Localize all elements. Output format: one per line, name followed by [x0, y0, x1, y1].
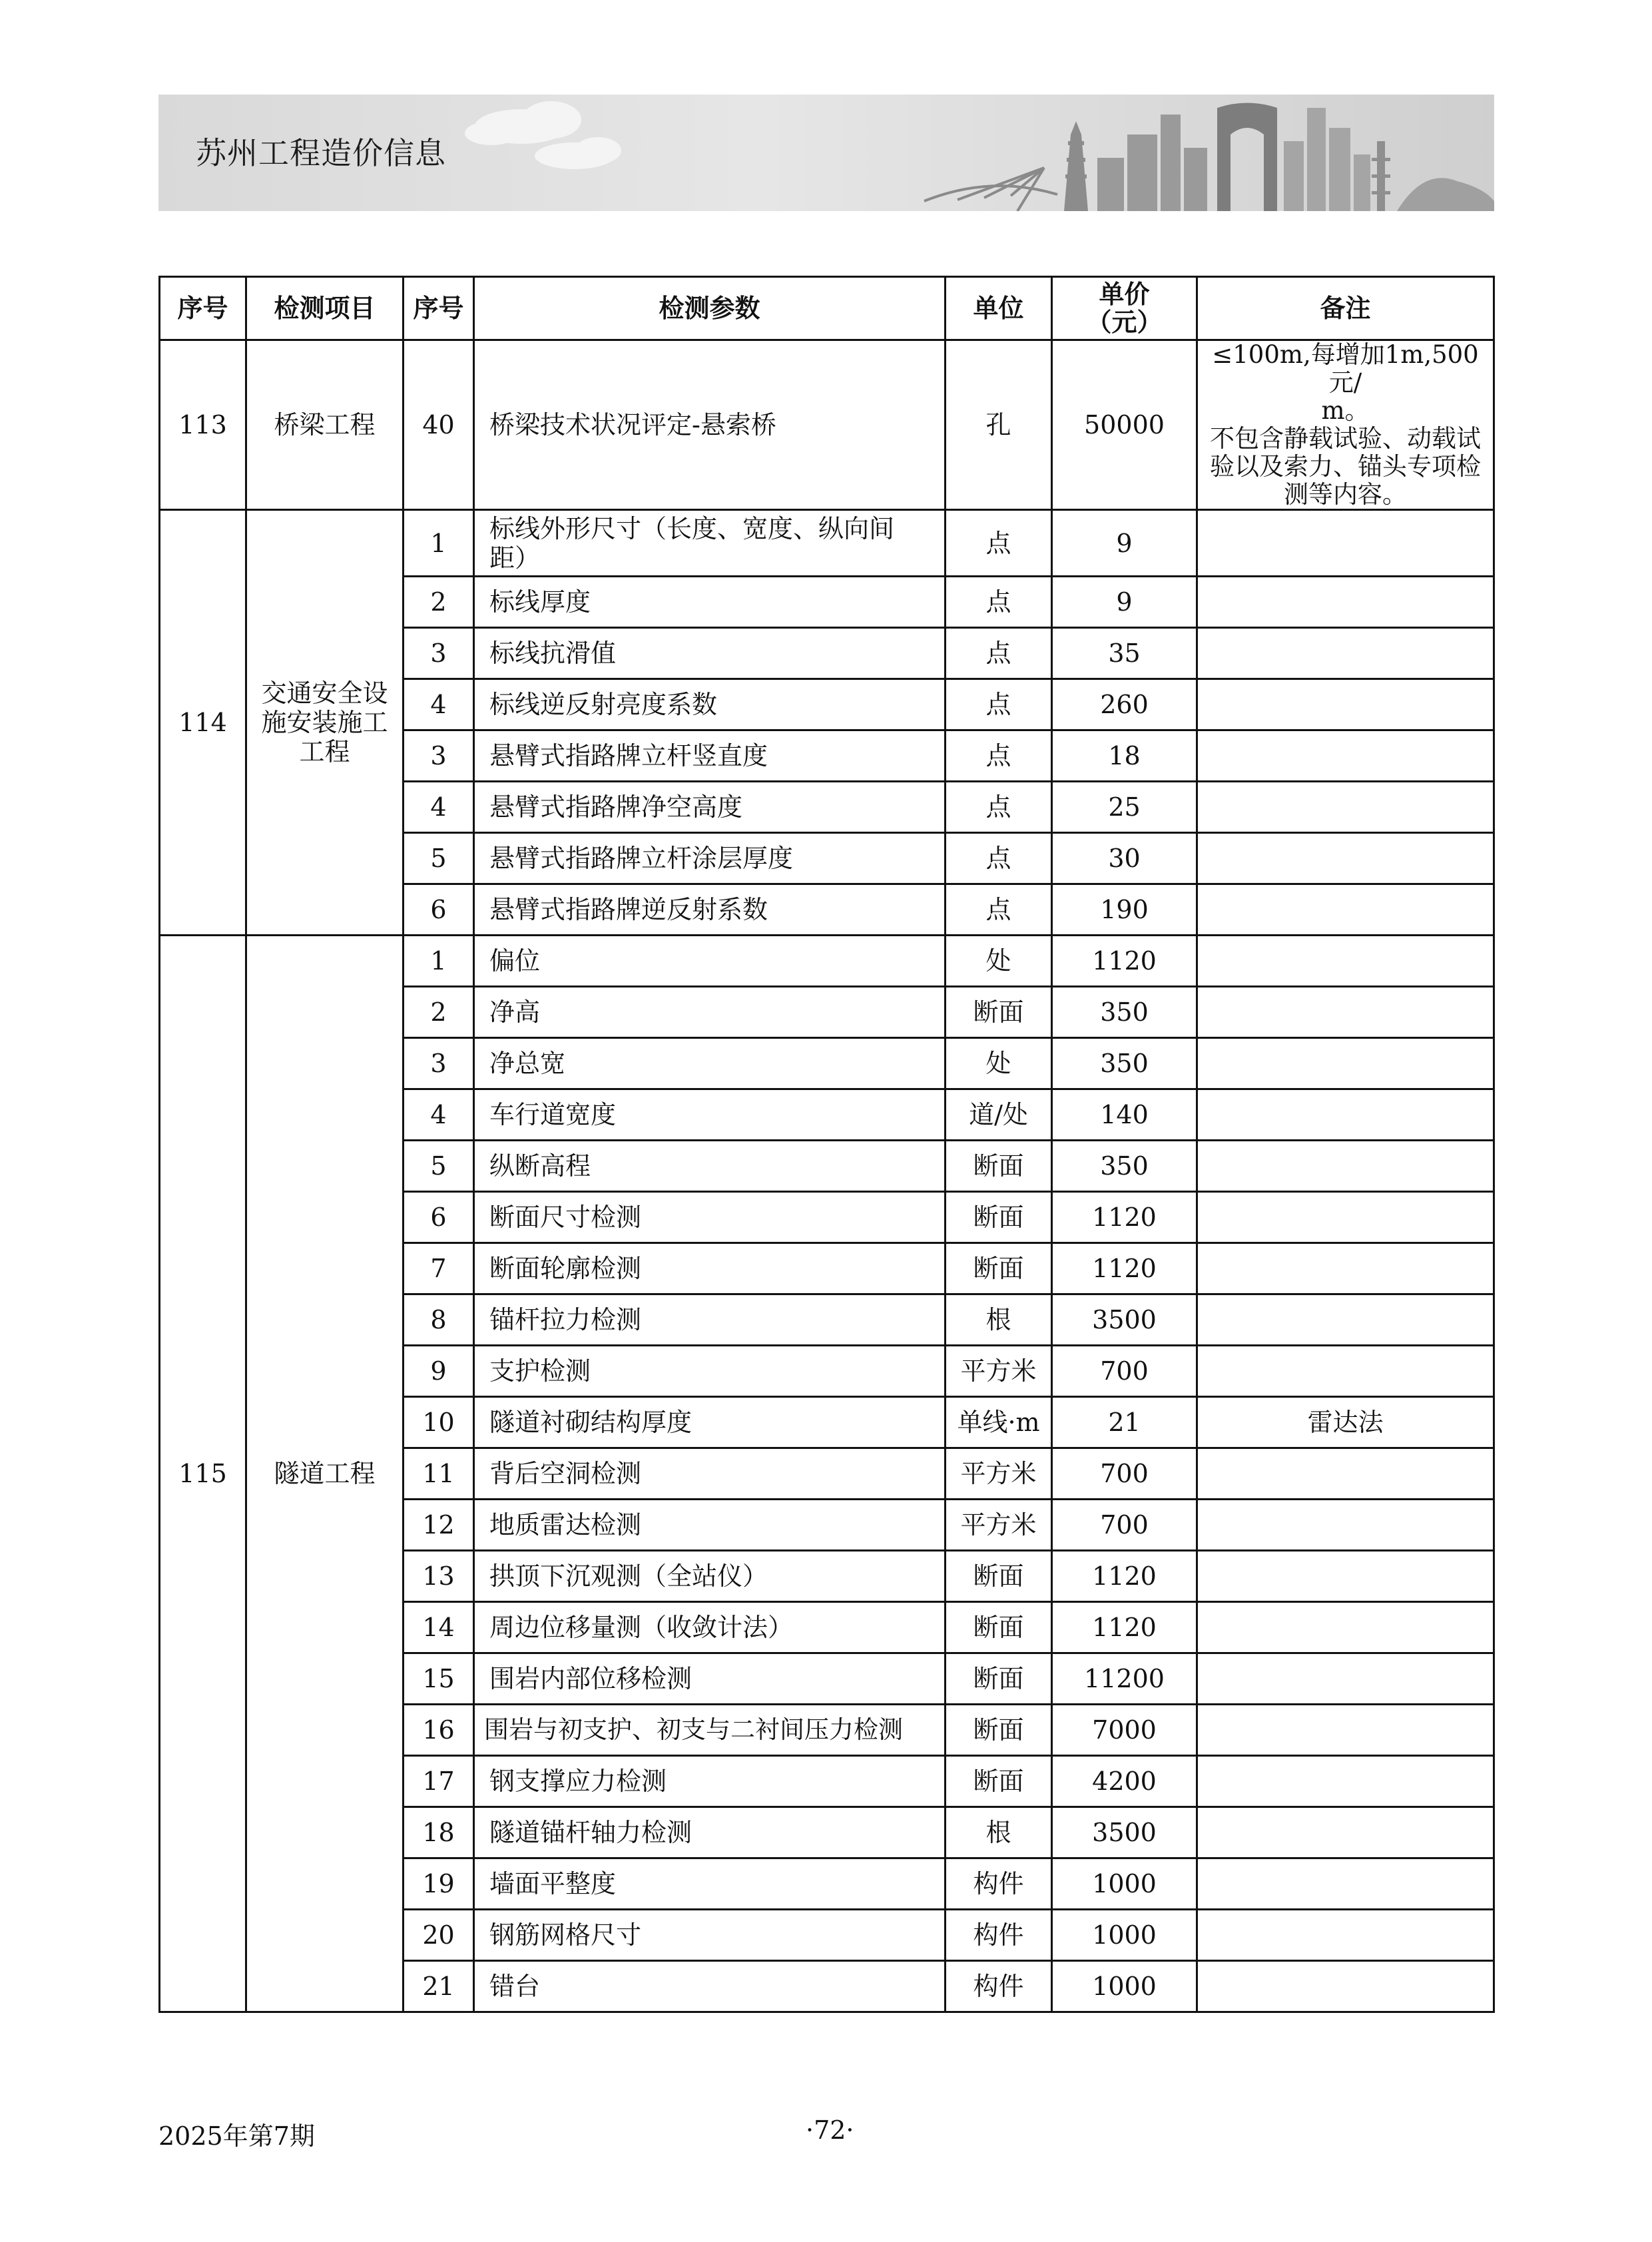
row-remark [1197, 1500, 1494, 1551]
row-remark [1197, 1141, 1494, 1192]
row-param: 桥梁技术状况评定-悬索桥 [474, 340, 946, 510]
row-unit: 点 [946, 679, 1052, 730]
col-header-item: 检测项目 [246, 277, 404, 340]
row-unit: 处 [946, 936, 1052, 987]
row-remark [1197, 1858, 1494, 1910]
row-price: 3500 [1052, 1807, 1197, 1858]
row-remark [1197, 1602, 1494, 1653]
row-sub-no: 16 [404, 1705, 474, 1756]
row-price: 11200 [1052, 1653, 1197, 1705]
row-param: 悬臂式指路牌净空高度 [474, 782, 946, 833]
row-price: 21 [1052, 1397, 1197, 1448]
table-row [160, 340, 1494, 510]
row-price: 350 [1052, 987, 1197, 1038]
row-param: 断面尺寸检测 [474, 1192, 946, 1243]
group-item: 桥梁工程 [246, 340, 404, 510]
row-param: 车行道宽度 [474, 1089, 946, 1141]
row-remark [1197, 340, 1494, 510]
row-unit: 构件 [946, 1910, 1052, 1961]
row-remark [1197, 628, 1494, 679]
row-remark [1197, 1551, 1494, 1602]
row-remark [1197, 1089, 1494, 1141]
row-param: 背后空洞检测 [474, 1448, 946, 1500]
group-no: 113 [160, 340, 246, 510]
group-item: 隧道工程 [246, 936, 404, 2012]
row-sub-no: 4 [404, 1089, 474, 1141]
param-line: 距） [489, 543, 541, 573]
row-sub-no: 12 [404, 1500, 474, 1551]
row-param: 围岩与初支护、初支与二衬间压力检测 [474, 1705, 946, 1756]
row-unit: 断面 [946, 1602, 1052, 1653]
row-sub-no: 3 [404, 628, 474, 679]
row-remark [1197, 1653, 1494, 1705]
row-param: 地质雷达检测 [474, 1500, 946, 1551]
row-param: 标线抗滑值 [474, 628, 946, 679]
row-sub-no: 8 [404, 1294, 474, 1346]
row-remark [1197, 1038, 1494, 1089]
row-remark [1197, 1910, 1494, 1961]
row-param: 悬臂式指路牌立杆涂层厚度 [474, 833, 946, 884]
row-sub-no: 5 [404, 833, 474, 884]
row-unit: 断面 [946, 987, 1052, 1038]
row-price: 700 [1052, 1448, 1197, 1500]
row-price: 1000 [1052, 1961, 1197, 2012]
row-sub-no: 1 [404, 936, 474, 987]
row-price: 700 [1052, 1346, 1197, 1397]
row-sub-no: 6 [404, 884, 474, 936]
row-unit: 点 [946, 628, 1052, 679]
row-sub-no: 40 [404, 340, 474, 510]
row-param: 拱顶下沉观测（全站仪） [474, 1551, 946, 1602]
remark-line: ≤100m,每增加1m,500元/ [1212, 340, 1479, 397]
row-sub-no: 9 [404, 1346, 474, 1397]
row-price: 350 [1052, 1038, 1197, 1089]
group-item [246, 510, 404, 936]
row-sub-no: 11 [404, 1448, 474, 1500]
testing-price-table [158, 276, 1495, 2013]
row-unit: 平方米 [946, 1346, 1052, 1397]
row-param: 支护检测 [474, 1346, 946, 1397]
row-unit: 点 [946, 884, 1052, 936]
row-unit: 点 [946, 730, 1052, 782]
row-sub-no: 6 [404, 1192, 474, 1243]
row-unit: 点 [946, 833, 1052, 884]
table-row [160, 510, 1494, 577]
row-unit: 断面 [946, 1243, 1052, 1294]
row-param: 标线逆反射亮度系数 [474, 679, 946, 730]
row-price: 1000 [1052, 1858, 1197, 1910]
row-param: 周边位移量测（收敛计法） [474, 1602, 946, 1653]
group-item-line: 工程 [299, 737, 350, 766]
col-header-unit: 单位 [946, 277, 1052, 340]
row-price: 4200 [1052, 1756, 1197, 1807]
row-sub-no: 3 [404, 730, 474, 782]
row-param [474, 510, 946, 577]
row-remark [1197, 833, 1494, 884]
row-sub-no: 14 [404, 1602, 474, 1653]
row-unit: 处 [946, 1038, 1052, 1089]
row-price: 30 [1052, 833, 1197, 884]
row-price: 1120 [1052, 1551, 1197, 1602]
row-price: 1120 [1052, 1243, 1197, 1294]
row-unit: 断面 [946, 1756, 1052, 1807]
row-unit: 点 [946, 782, 1052, 833]
row-param: 隧道衬砌结构厚度 [474, 1397, 946, 1448]
group-no: 114 [160, 510, 246, 936]
row-price: 25 [1052, 782, 1197, 833]
city-skyline-illustration [158, 95, 1494, 211]
row-remark [1197, 1961, 1494, 2012]
row-sub-no: 5 [404, 1141, 474, 1192]
row-sub-no: 15 [404, 1653, 474, 1705]
row-price: 3500 [1052, 1294, 1197, 1346]
group-no: 115 [160, 936, 246, 2012]
row-price: 7000 [1052, 1705, 1197, 1756]
row-unit: 点 [946, 577, 1052, 628]
row-param: 纵断高程 [474, 1141, 946, 1192]
row-sub-no: 19 [404, 1858, 474, 1910]
remark-line: m。 [1321, 396, 1370, 425]
row-price: 50000 [1052, 340, 1197, 510]
table-header-row [160, 277, 1494, 340]
row-sub-no: 7 [404, 1243, 474, 1294]
row-unit: 根 [946, 1807, 1052, 1858]
col-header-no: 序号 [160, 277, 246, 340]
row-unit: 点 [946, 510, 1052, 577]
col-header-remark: 备注 [1197, 277, 1494, 340]
row-unit: 断面 [946, 1653, 1052, 1705]
row-param: 断面轮廓检测 [474, 1243, 946, 1294]
group-item-line: 施安装施工 [261, 708, 388, 737]
row-sub-no: 21 [404, 1961, 474, 2012]
row-price: 18 [1052, 730, 1197, 782]
col-header-price-label: 单价 [1099, 280, 1150, 309]
row-unit: 断面 [946, 1141, 1052, 1192]
row-unit: 孔 [946, 340, 1052, 510]
row-unit: 断面 [946, 1192, 1052, 1243]
group-item-line: 交通安全设 [261, 679, 388, 708]
row-unit: 构件 [946, 1858, 1052, 1910]
table-row [160, 936, 1494, 987]
row-price: 700 [1052, 1500, 1197, 1551]
row-remark [1197, 884, 1494, 936]
row-price: 35 [1052, 628, 1197, 679]
row-remark [1197, 987, 1494, 1038]
row-remark [1197, 1807, 1494, 1858]
remark-line: 验以及索力、锚头专项检 [1210, 452, 1481, 481]
publication-title: 苏州工程造价信息 [196, 135, 446, 171]
row-param: 墙面平整度 [474, 1858, 946, 1910]
row-remark [1197, 1756, 1494, 1807]
row-sub-no: 4 [404, 679, 474, 730]
row-unit: 平方米 [946, 1500, 1052, 1551]
row-sub-no: 10 [404, 1397, 474, 1448]
row-remark: 雷达法 [1197, 1397, 1494, 1448]
row-price: 140 [1052, 1089, 1197, 1141]
row-remark [1197, 1294, 1494, 1346]
row-remark [1197, 782, 1494, 833]
row-price: 9 [1052, 577, 1197, 628]
row-unit: 断面 [946, 1551, 1052, 1602]
row-param: 钢支撑应力检测 [474, 1756, 946, 1807]
row-unit: 断面 [946, 1705, 1052, 1756]
row-sub-no: 20 [404, 1910, 474, 1961]
row-param: 偏位 [474, 936, 946, 987]
row-price: 1120 [1052, 1192, 1197, 1243]
row-remark [1197, 1192, 1494, 1243]
row-price: 260 [1052, 679, 1197, 730]
issue-label: 2025年第7期 [158, 2121, 315, 2151]
row-remark [1197, 730, 1494, 782]
row-sub-no: 1 [404, 510, 474, 577]
row-param: 隧道锚杆轴力检测 [474, 1807, 946, 1858]
page-number: ·72· [806, 2115, 854, 2145]
row-param: 悬臂式指路牌逆反射系数 [474, 884, 946, 936]
row-sub-no: 3 [404, 1038, 474, 1089]
row-param: 错台 [474, 1961, 946, 2012]
param-line: 标线外形尺寸（长度、宽度、纵向间 [489, 513, 895, 543]
col-header-sub-no: 序号 [404, 277, 474, 340]
col-header-param: 检测参数 [474, 277, 946, 340]
row-sub-no: 2 [404, 987, 474, 1038]
row-price: 9 [1052, 510, 1197, 577]
row-remark [1197, 1448, 1494, 1500]
col-header-price-unit: （元） [1086, 308, 1163, 337]
row-param: 围岩内部位移检测 [474, 1653, 946, 1705]
row-param: 钢筋网格尺寸 [474, 1910, 946, 1961]
row-price: 350 [1052, 1141, 1197, 1192]
row-param: 净高 [474, 987, 946, 1038]
row-sub-no: 13 [404, 1551, 474, 1602]
row-param: 悬臂式指路牌立杆竖直度 [474, 730, 946, 782]
row-remark [1197, 936, 1494, 987]
row-remark [1197, 1705, 1494, 1756]
row-unit: 构件 [946, 1961, 1052, 2012]
col-header-price [1052, 277, 1197, 340]
row-param: 标线厚度 [474, 577, 946, 628]
row-param: 净总宽 [474, 1038, 946, 1089]
remark-line: 不包含静载试验、动载试 [1210, 424, 1481, 453]
row-unit: 平方米 [946, 1448, 1052, 1500]
row-remark [1197, 1346, 1494, 1397]
row-remark [1197, 1243, 1494, 1294]
remark-line: 测等内容。 [1284, 480, 1407, 509]
row-sub-no: 18 [404, 1807, 474, 1858]
row-unit: 根 [946, 1294, 1052, 1346]
row-sub-no: 4 [404, 782, 474, 833]
row-param: 锚杆拉力检测 [474, 1294, 946, 1346]
row-sub-no: 2 [404, 577, 474, 628]
row-price: 190 [1052, 884, 1197, 936]
row-unit: 单线·m [946, 1397, 1052, 1448]
row-remark [1197, 577, 1494, 628]
row-remark [1197, 510, 1494, 577]
row-price: 1000 [1052, 1910, 1197, 1961]
row-unit: 道/处 [946, 1089, 1052, 1141]
row-price: 1120 [1052, 1602, 1197, 1653]
header-banner [158, 95, 1494, 211]
row-remark [1197, 679, 1494, 730]
row-sub-no: 17 [404, 1756, 474, 1807]
row-price: 1120 [1052, 936, 1197, 987]
